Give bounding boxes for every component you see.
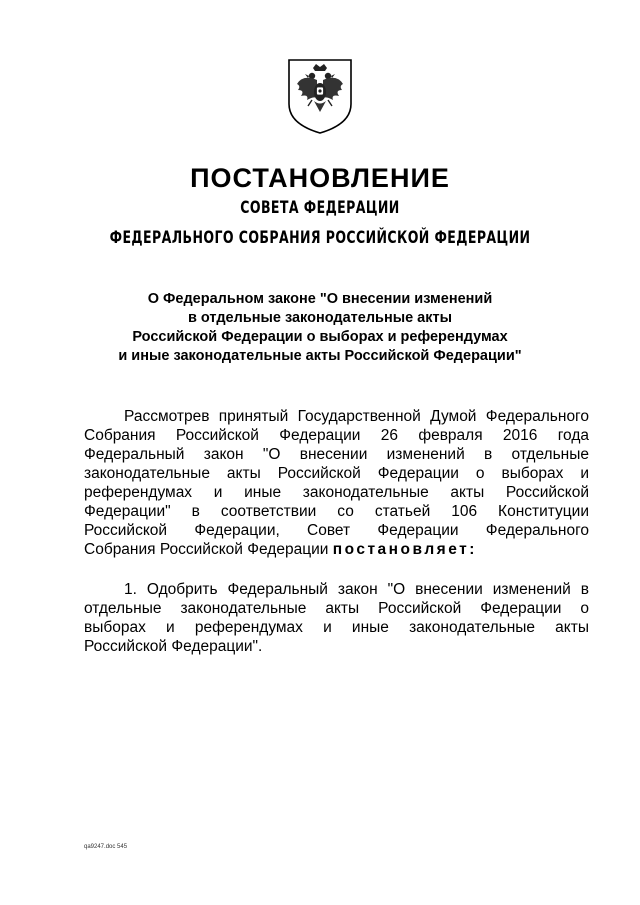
body-line: законодательные акты Российской Федерации о выборах и: [84, 465, 589, 482]
issuer-line-2: ФЕДЕРАЛЬНОГО СОБРАНИЯ РОССИЙСКОЙ ФЕДЕРАЦИИ: [109, 228, 531, 248]
document-code: qa9247.doc 545: [84, 844, 128, 850]
body-line: отдельные законодательные акты Российской Федерации о: [84, 600, 589, 617]
subject-line: Российской Федерации о выборах и референдумах: [132, 329, 508, 345]
body-line: выборах и референдумах и иные законодательные акты: [84, 619, 589, 636]
body-line: Федерации" в соответствии со статьей 106 Конституции: [84, 503, 589, 520]
body-paragraph-2: [84, 580, 589, 656]
body-line: 1. Одобрить Федеральный закон "О внесении изменений в: [124, 581, 589, 598]
document-subject: [90, 290, 550, 366]
subject-line: в отдельные законодательные акты: [187, 310, 452, 326]
issuer-line-1: СОВЕТА ФЕДЕРАЦИИ: [240, 198, 400, 218]
body-line: Собрания Российской Федерации 26 февраля 2016 года: [84, 427, 589, 444]
body-line: Российской Федерации".: [84, 638, 263, 655]
subject-line: О Федеральном законе "О внесении изменений: [147, 291, 493, 307]
resolution-verb: постановляет:: [332, 541, 477, 558]
body-line: Собрания Российской Федерации: [84, 541, 329, 558]
subject-line: и иные законодательные акты Российской Федерации": [118, 348, 522, 364]
body-paragraph-1: [84, 407, 589, 559]
body-line: Федеральный закон "О внесении изменений в отдельные: [84, 446, 589, 463]
body-line: референдумах и иные законодательные акты Российской: [84, 484, 589, 501]
body-line-final: [84, 540, 589, 559]
body-line: Российской Федерации, Совет Федерации Федерального: [84, 522, 589, 539]
coat-of-arms-icon: [283, 56, 357, 136]
document-title: ПОСТАНОВЛЕНИЕ: [190, 163, 450, 193]
body-line: Рассмотрев принятый Государственной Думой Федерального: [124, 408, 589, 425]
